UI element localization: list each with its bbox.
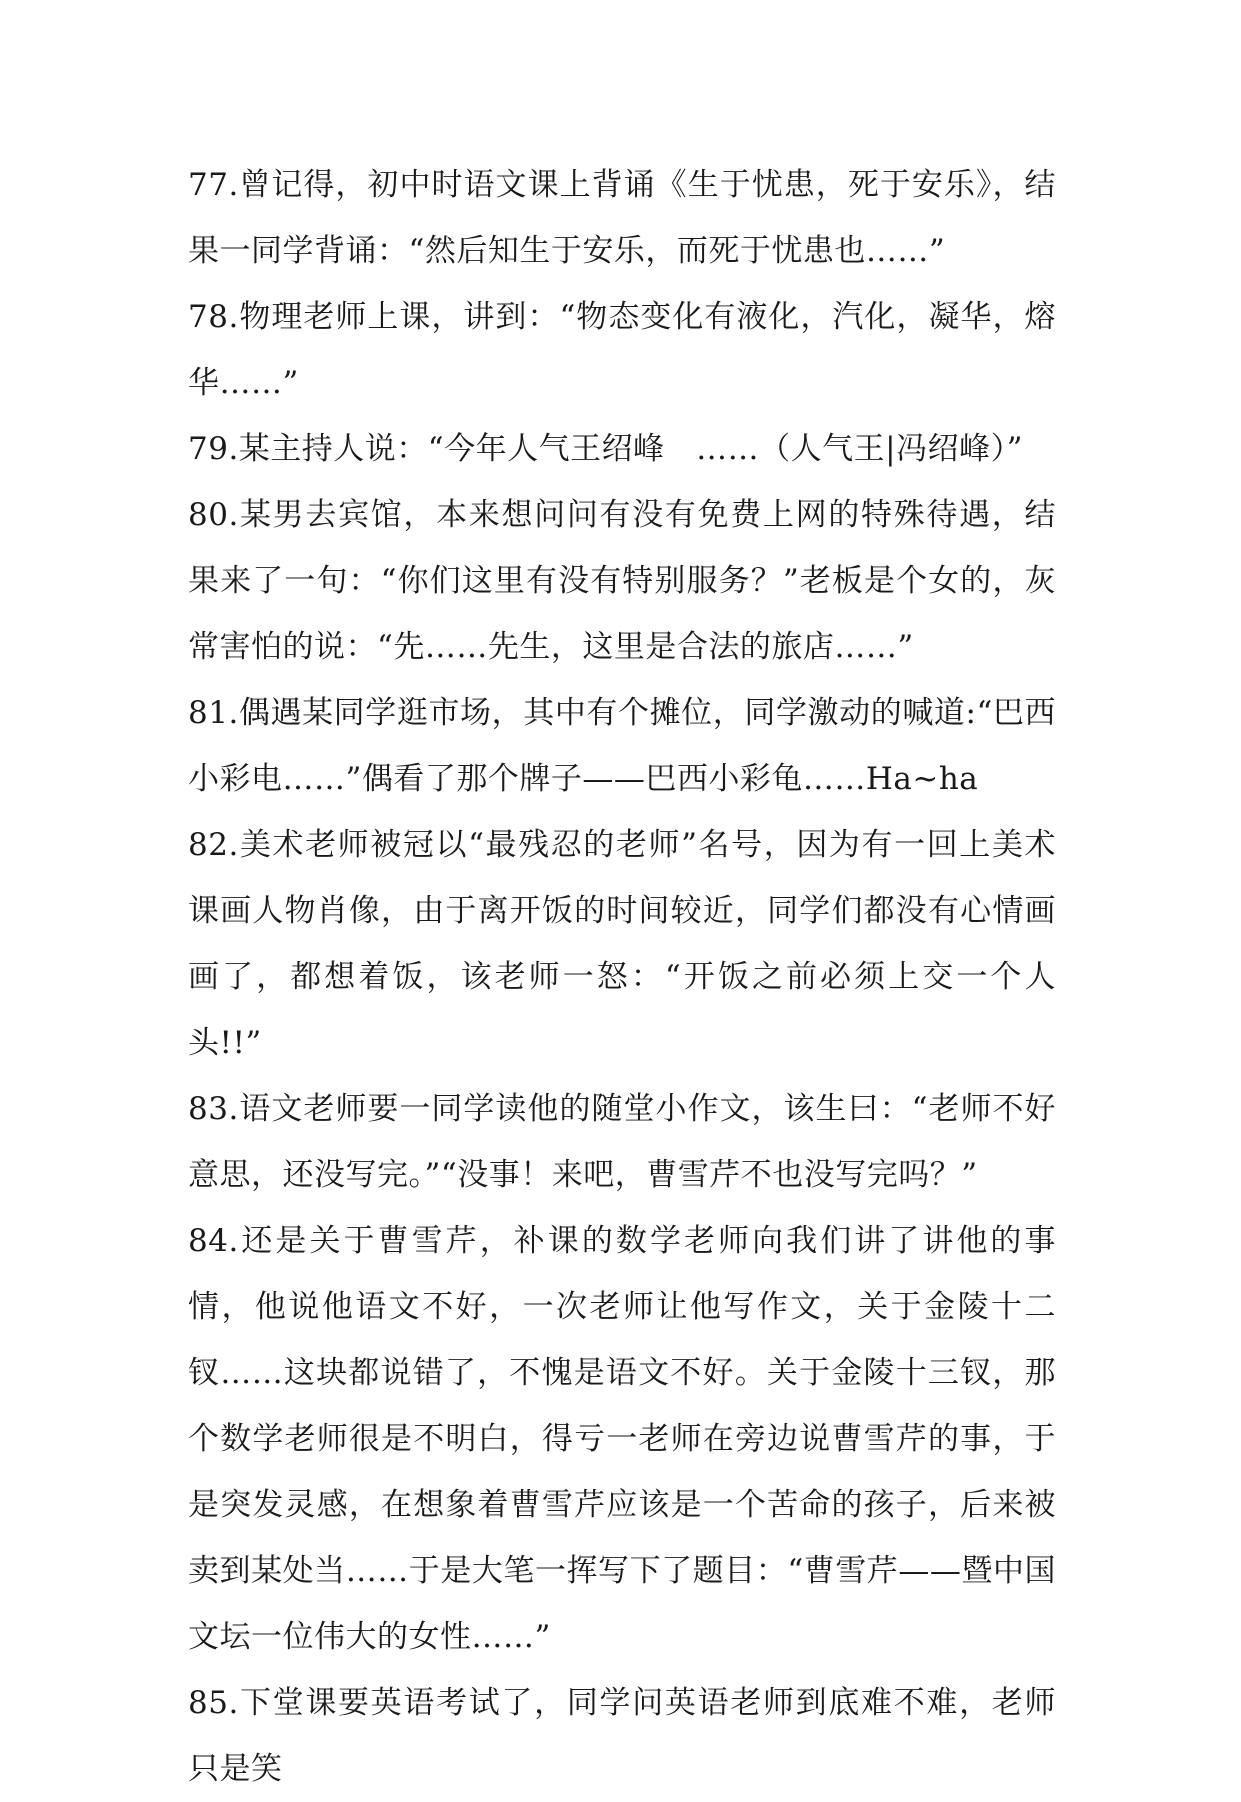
paragraph-85: 85.下堂课要英语考试了，同学问英语老师到底难不难，老师只是笑 [188,1685,1056,1787]
paragraph-84: 84.还是关于曹雪芹，补课的数学老师向我们讲了讲他的事情，他说他语文不好，一次老师让他写作文，关于金陵十二钗……这块都说错了，不愧是语文不好。关于金陵十三钗，那个数学老师很是不明白，得亏一老师在旁边说曹雪芹的事，于是突发灵感，在想象着曹雪芹应该是一个苦命的孩子，后来被卖到某处当……于是大笔一挥写下了题目：“曹雪芹——暨中国文坛一位伟大的女性……” [188,1223,1056,1655]
paragraph-81: 81.偶遇某同学逛市场，其中有个摊位，同学激动的喊道:“巴西小彩电……”偶看了那个牌子——巴西小彩龟……Ha~ha [188,695,1056,797]
paragraph-78: 78.物理老师上课，讲到：“物态变化有液化，汽化，凝华，熔华……” [188,299,1056,401]
paragraph-82: 82.美术老师被冠以“最残忍的老师”名号，因为有一回上美术课画人物肖像，由于离开饭的时间较近，同学们都没有心情画画了，都想着饭，该老师一怒：“开饭之前必须上交一个人头!!” [188,827,1056,1061]
document-page [188,152,1056,1802]
paragraph-80: 80.某男去宾馆，本来想问问有没有免费上网的特殊待遇，结果来了一句：“你们这里有没有特别服务？”老板是个女的，灰常害怕的说：“先……先生，这里是合法的旅店……” [188,497,1056,665]
paragraph-77: 77.曾记得，初中时语文课上背诵《生于忧患，死于安乐》，结果一同学背诵：“然后知生于安乐，而死于忧患也……” [188,167,1056,269]
paragraph-83: 83.语文老师要一同学读他的随堂小作文，该生曰：“老师不好意思，还没写完。”“没事！来吧，曹雪芹不也没写完吗？” [188,1091,1056,1193]
paragraph-79: 79.某主持人说：“今年人气王绍峰 ……（人气王|冯绍峰）” [188,431,1023,467]
